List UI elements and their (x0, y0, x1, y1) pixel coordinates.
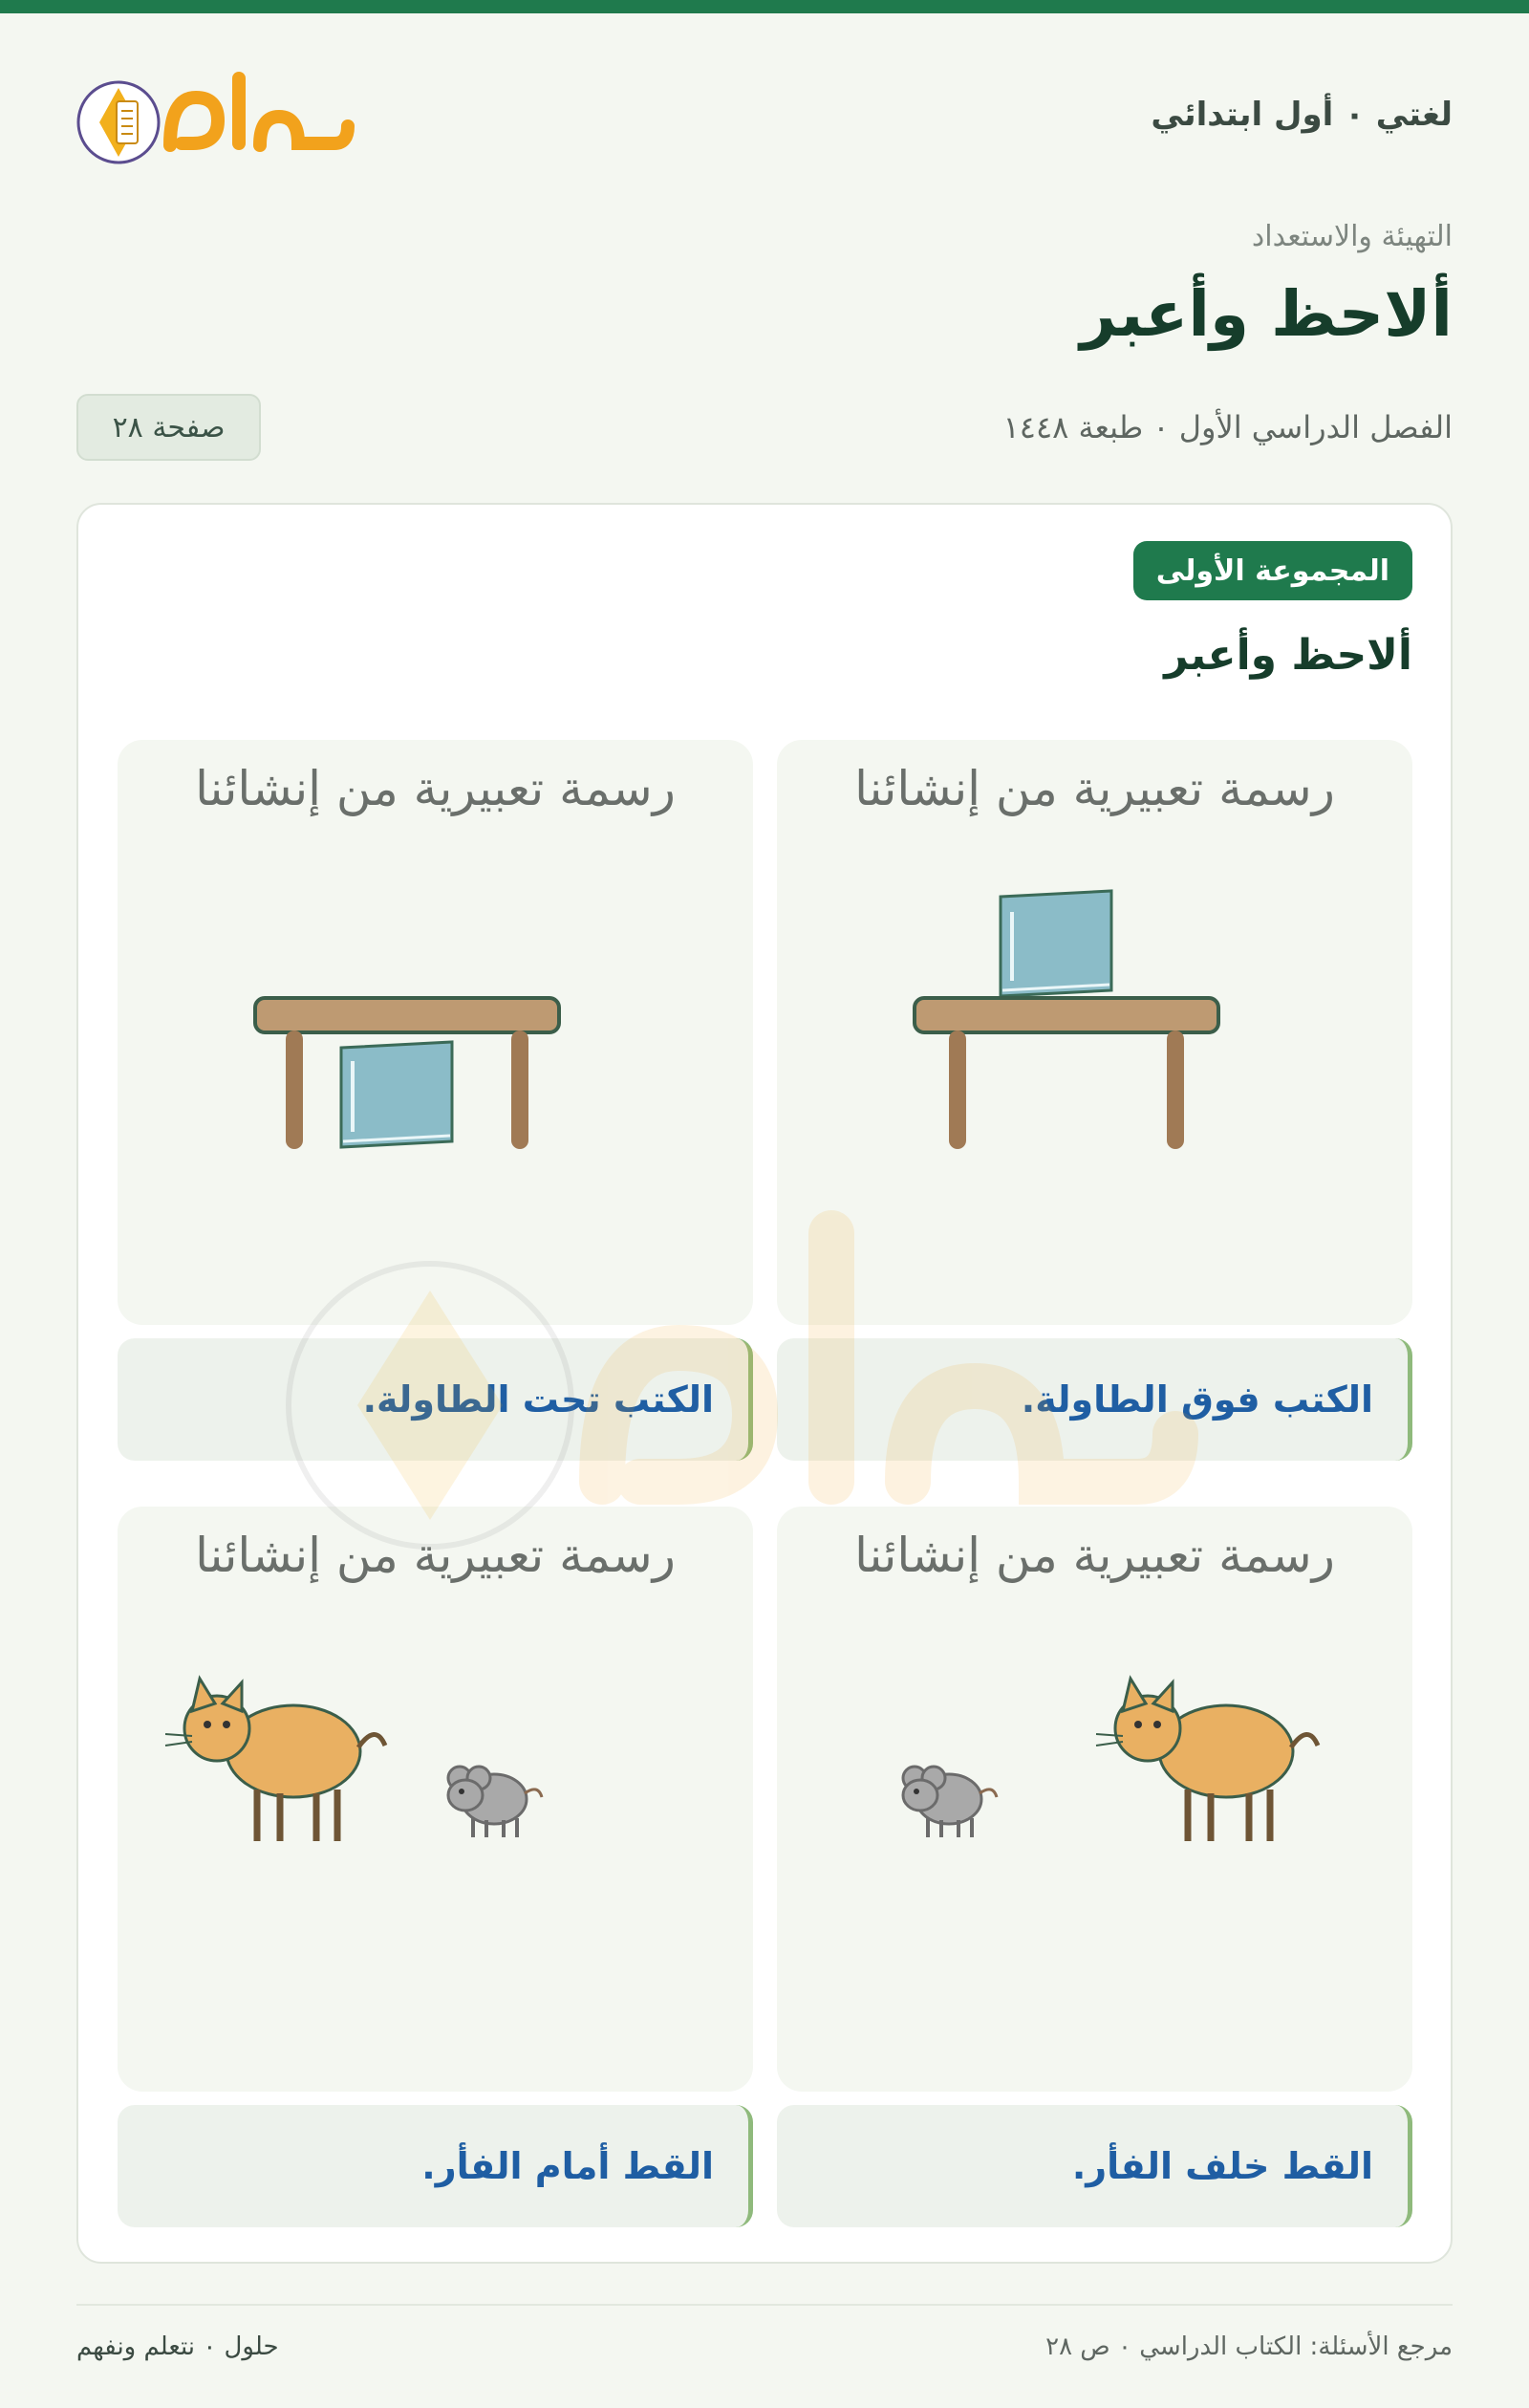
cat-behind-mouse-illustration (777, 1507, 1412, 2092)
group-badge: المجموعة الأولى (1133, 541, 1412, 600)
answer-box: الكتب تحت الطاولة. (118, 1338, 753, 1461)
illustration-panel (118, 1507, 753, 2092)
section-label: التهيئة والاستعداد (1251, 220, 1453, 253)
answer-box: الكتب فوق الطاولة. (777, 1338, 1412, 1461)
illustration-panel (777, 1507, 1412, 2092)
page-number-badge: صفحة ٢٨ (76, 394, 261, 461)
book-under-table-illustration (118, 740, 753, 1325)
page-title: ألاحظ وأعبر (1080, 277, 1453, 351)
book-on-table-illustration (777, 740, 1412, 1325)
footer-divider (76, 2304, 1453, 2306)
cat-icon (165, 1679, 385, 1841)
site-logo[interactable] (76, 59, 363, 184)
illustration-caption: رسمة تعبيرية من إنشائنا (195, 761, 676, 816)
cat-in-front-of-mouse-illustration (118, 1507, 753, 2092)
logo-icon (76, 59, 363, 184)
exercise-card (76, 503, 1453, 2264)
mouse-icon (448, 1767, 542, 1837)
answer-box: القط أمام الفأر. (118, 2105, 753, 2227)
illustration-caption: رسمة تعبيرية من إنشائنا (854, 761, 1335, 816)
illustration-panel (118, 740, 753, 1325)
cat-icon (1096, 1679, 1318, 1841)
answer-box: القط خلف الفأر. (777, 2105, 1412, 2227)
footer-reference: مرجع الأسئلة: الكتاب الدراسي ٠ ص ٢٨ (1045, 2332, 1453, 2361)
illustration-panel (777, 740, 1412, 1325)
mouse-icon (903, 1767, 997, 1837)
illustration-caption: رسمة تعبيرية من إنشائنا (195, 1528, 676, 1583)
illustration-caption: رسمة تعبيرية من إنشائنا (854, 1528, 1335, 1583)
top-accent-bar (0, 0, 1529, 13)
subject-label: لغتي ٠ أول ابتدائي (1151, 96, 1453, 134)
card-title: ألاحظ وأعبر (1164, 631, 1412, 680)
edition-meta: الفصل الدراسي الأول ٠ طبعة ١٤٤٨ (1002, 409, 1453, 445)
footer-brand: حلول ٠ نتعلم ونفهم (76, 2332, 279, 2361)
